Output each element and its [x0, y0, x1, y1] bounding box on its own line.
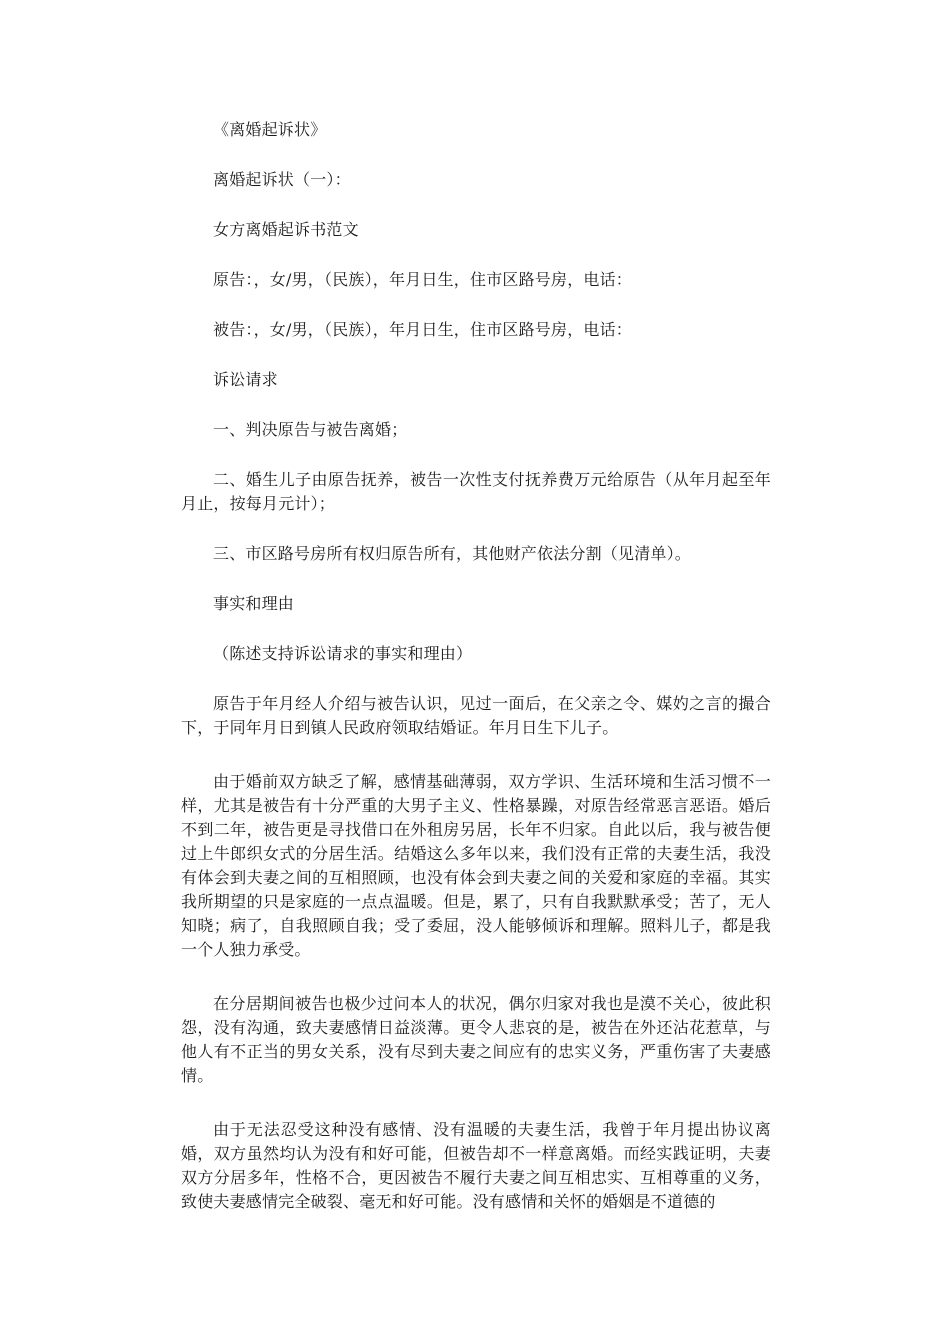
claims-heading: 诉讼请求 — [213, 370, 278, 389]
facts-heading: 事实和理由 — [213, 594, 295, 613]
claim-item: 三、市区路号房所有权归原告所有，其他财产依法分割（见清单）。 — [213, 544, 692, 563]
defendant-info: 被告：，女/男，（民族），年月日生，住市区路号房，电话： — [213, 320, 632, 339]
body-paragraph: 原告于年月经人介绍与被告认识，见过一面后，在父亲之令、媒妁之言的撮合下，于同年月日到镇人民政府领取结婚证。年月日生下儿子。 — [181, 694, 771, 737]
claim-item: 二、婚生儿子由原告抚养，被告一次性支付抚养费万元给原告（从年月起至年月止，按每月元计）； — [181, 470, 771, 513]
body-paragraph: 在分居期间被告也极少过问本人的状况，偶尔归家对我也是漠不关心，彼此积怨，没有沟通，致夫妻感情日益淡薄。更令人悲哀的是，被告在外还沾花惹草，与他人有不正当的男女关系，没有尽到夫妻之间应有的忠实义务，严重伤害了夫妻感情。 — [181, 994, 771, 1085]
plaintiff-info: 原告：，女/男，（民族），年月日生，住市区路号房，电话： — [213, 270, 632, 289]
facts-note: （陈述支持诉讼请求的事实和理由） — [213, 644, 473, 663]
document-heading: 女方离婚起诉书范文 — [213, 220, 359, 239]
claim-item: 一、判决原告与被告离婚； — [213, 420, 408, 439]
document-subtitle: 离婚起诉状（一）： — [213, 170, 351, 189]
body-paragraph: 由于无法忍受这种没有感情、没有温暖的夫妻生活，我曾于年月提出协议离婚，双方虽然均认为没有和好可能，但被告却不一样意离婚。而经实践证明，夫妻双方分居多年，性格不合，更因被告不履行夫妻之间互相忠实、互相尊重的义务，致使夫妻感情完全破裂、毫无和好可能。没有感情和关怀的婚姻是不道德的 — [181, 1120, 771, 1211]
document-body — [181, 118, 771, 1214]
body-paragraph: 由于婚前双方缺乏了解，感情基础薄弱，双方学识、生活环境和生活习惯不一样，尤其是被告有十分严重的大男子主义、性格暴躁，对原告经常恶言恶语。婚后不到二年，被告更是寻找借口在外租房另居，长年不归家。自此以后，我与被告便过上牛郎织女式的分居生活。结婚这么多年以来，我们没有正常的夫妻生活，我没有体会到夫妻之间的互相照顾，也没有体会到夫妻之间的关爱和家庭的幸福。其实我所期望的只是家庭的一点点温暖。但是，累了，只有自我默默承受；苦了，无人知晓；病了，自我照顾自我；受了委屈，没人能够倾诉和理解。照料儿子，都是我一个人独力承受。 — [181, 772, 771, 959]
document-title: 《离婚起诉状》 — [213, 120, 327, 139]
